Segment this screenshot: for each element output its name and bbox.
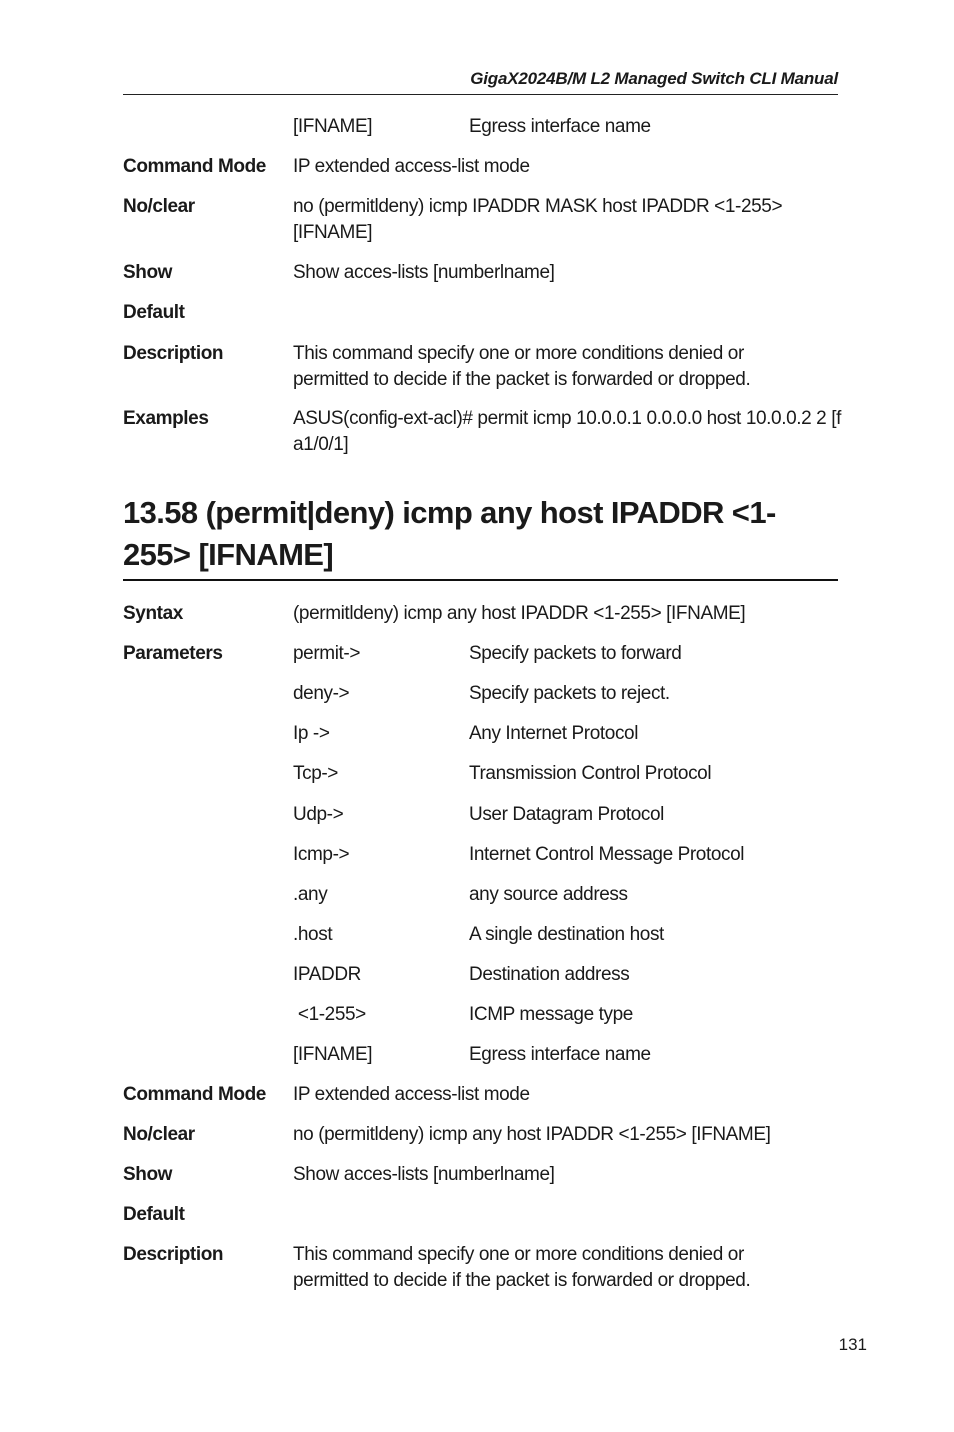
no-clear-label: No/clear xyxy=(123,1124,195,1145)
parameter-description: ICMP message type xyxy=(469,1004,633,1025)
header-divider xyxy=(123,94,838,95)
examples-label: Examples xyxy=(123,408,209,429)
default-label: Default xyxy=(123,302,185,323)
parameter-description: Transmission Control Protocol xyxy=(469,763,712,784)
parameter-name: IPADDR xyxy=(293,964,361,985)
no-clear-label: No/clear xyxy=(123,196,195,217)
parameter-name: <1-255> xyxy=(293,1004,366,1025)
command-mode-label: Command Mode xyxy=(123,1084,266,1105)
parameter-name: [IFNAME] xyxy=(293,1044,373,1065)
parameter-description: any source address xyxy=(469,884,628,905)
command-mode-value: IP extended access-list mode xyxy=(293,156,530,177)
command-mode-value: IP extended access-list mode xyxy=(293,1084,530,1105)
parameter-name: Icmp-> xyxy=(293,844,350,865)
description-label: Description xyxy=(123,343,224,364)
parameter-name: [IFNAME] xyxy=(293,116,373,137)
parameter-description: Specify packets to forward xyxy=(469,643,682,664)
parameter-name: .host xyxy=(293,924,333,945)
description-label: Description xyxy=(123,1244,224,1265)
parameter-name: deny-> xyxy=(293,683,350,704)
parameter-name: Ip -> xyxy=(293,723,330,744)
parameter-name: Tcp-> xyxy=(293,763,338,784)
parameter-description: Specify packets to reject. xyxy=(469,683,670,704)
parameter-description: Any Internet Protocol xyxy=(469,723,639,744)
parameter-description: Egress interface name xyxy=(469,116,651,137)
parameter-description: A single destination host xyxy=(469,924,664,945)
parameter-description: Egress interface name xyxy=(469,1044,651,1065)
parameter-description: User Datagram Protocol xyxy=(469,804,664,825)
parameter-description: Internet Control Message Protocol xyxy=(469,844,745,865)
syntax-label: Syntax xyxy=(123,603,183,624)
page-number: 131 xyxy=(838,1335,867,1354)
parameters-label: Parameters xyxy=(123,643,223,664)
section-divider xyxy=(123,579,838,581)
show-label: Show xyxy=(123,1164,173,1185)
command-mode-label: Command Mode xyxy=(123,156,266,177)
description-value: This command specify one or more conditions denied or permitted to decide if the packet is forwarded or dropped. xyxy=(293,343,751,390)
examples-value: ASUS(config-ext-acl)# permit icmp 10.0.0.1 0.0.0.0 host 10.0.0.2 2 [fa1/0/1] xyxy=(293,408,841,455)
default-label: Default xyxy=(123,1204,185,1225)
manual-title: GigaX2024B/M L2 Managed Switch CLI Manual xyxy=(470,69,838,88)
syntax-value: (permitldeny) icmp any host IPADDR <1-255> [IFNAME] xyxy=(293,603,746,624)
parameter-name: permit-> xyxy=(293,643,361,664)
show-value: Show acces-lists [numberlname] xyxy=(293,1164,555,1185)
no-clear-value: no (permitldeny) icmp IPADDR MASK host IPADDR <1-255> [IFNAME] xyxy=(293,196,783,243)
section-heading: 13.58 (permit|deny) icmp any host IPADDR <1-255> [IFNAME] xyxy=(123,495,776,572)
no-clear-value: no (permitldeny) icmp any host IPADDR <1-255> [IFNAME] xyxy=(293,1124,771,1145)
parameter-name: .any xyxy=(293,884,328,905)
parameter-name: Udp-> xyxy=(293,804,344,825)
description-value: This command specify one or more conditions denied or permitted to decide if the packet is forwarded or dropped. xyxy=(293,1244,751,1291)
show-value: Show acces-lists [numberlname] xyxy=(293,262,555,283)
show-label: Show xyxy=(123,262,173,283)
parameter-description: Destination address xyxy=(469,964,630,985)
